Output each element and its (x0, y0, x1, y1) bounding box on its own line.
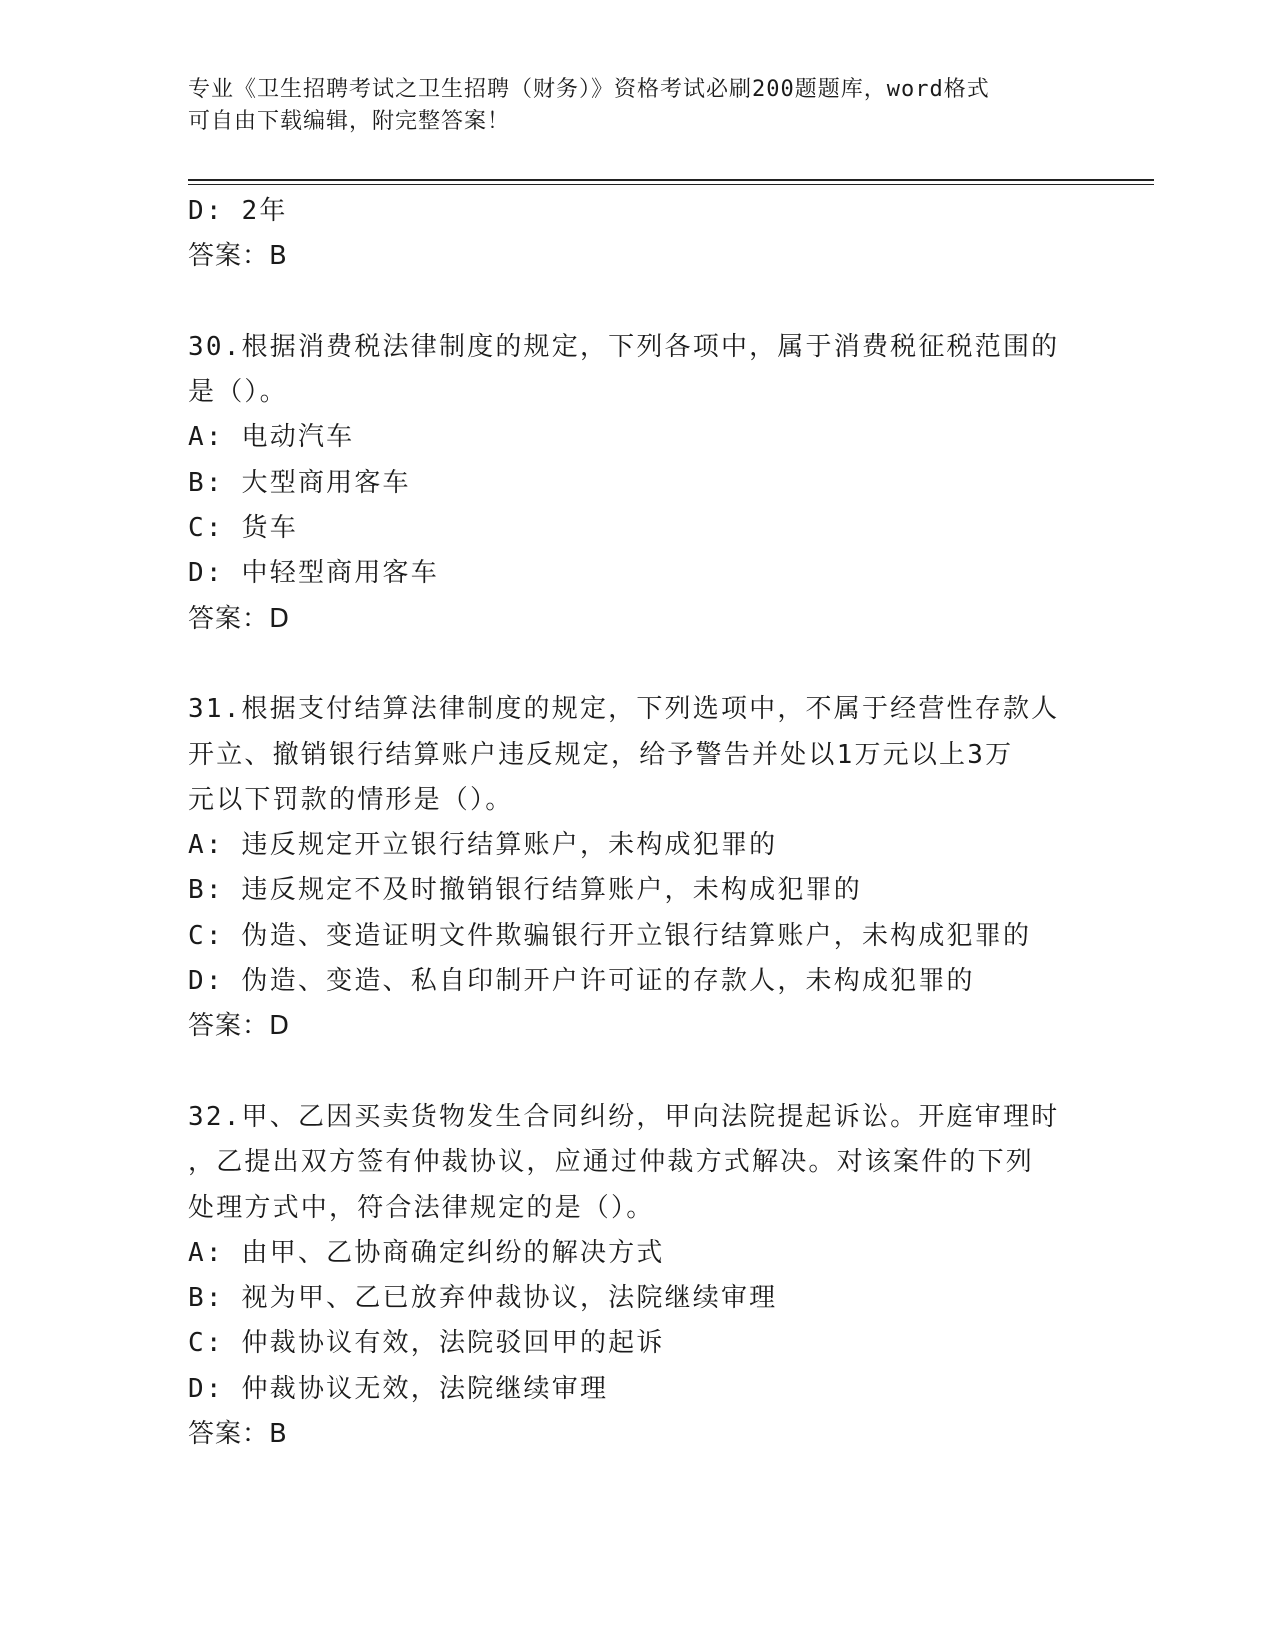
carryover-option-d: D: 2年 (188, 196, 288, 226)
question-31 (188, 687, 1088, 1049)
question-32-option-a: A: 由甲、乙协商确定纠纷的解决方式 (188, 1237, 665, 1268)
question-32-line-3: 处理方式中，符合法律规定的是（）。 (188, 1192, 655, 1223)
spacer (188, 280, 1088, 325)
spacer (188, 642, 1088, 687)
header-title-line-1: 专业《卫生招聘考试之卫生招聘（财务）》资格考试必刷200题题库，word格式 (188, 77, 990, 102)
page-header (188, 74, 1088, 138)
question-30-line-2: 是（）。 (188, 377, 288, 408)
question-31-option-c: C: 伪造、变造证明文件欺骗银行开立银行结算账户，未构成犯罪的 (188, 920, 1032, 951)
question-30-line-1: 30.根据消费税法律制度的规定，下列各项中，属于消费税征税范围的 (188, 331, 1060, 362)
header-rule-thin (188, 184, 1154, 185)
question-32-option-d: D: 仲裁协议无效，法院继续审理 (188, 1373, 609, 1404)
spacer (188, 1050, 1088, 1095)
header-title-line-2: 可自由下载编辑，附完整答案！ (188, 109, 511, 134)
question-32-answer: 答案：B (188, 1419, 288, 1450)
question-31-option-a: A: 违反规定开立银行结算账户，未构成犯罪的 (188, 830, 778, 861)
question-32 (188, 1095, 1088, 1457)
question-content (188, 189, 1088, 1457)
question-30-option-c: C: 货车 (188, 513, 298, 544)
question-31-answer: 答案：D (188, 1011, 291, 1042)
question-32-line-2: ，乙提出双方签有仲裁协议，应通过仲裁方式解决。对该案件的下列 (188, 1147, 1035, 1178)
carryover-answer: 答案：B (188, 241, 288, 272)
question-32-option-b: B: 视为甲、乙已放弃仲裁协议，法院继续审理 (188, 1283, 778, 1314)
question-31-line-1: 31.根据支付结算法律制度的规定，下列选项中，不属于经营性存款人 (188, 694, 1060, 725)
question-30-answer: 答案：D (188, 603, 291, 634)
question-31-option-d: D: 伪造、变造、私自印制开户许可证的存款人，未构成犯罪的 (188, 966, 975, 997)
question-31-line-2: 开立、撤销银行结算账户违反规定，给予警告并处以1万元以上3万 (188, 739, 1014, 770)
question-32-option-c: C: 仲裁协议有效，法院驳回甲的起诉 (188, 1328, 665, 1359)
question-30 (188, 325, 1088, 642)
question-30-option-b: B: 大型商用客车 (188, 467, 411, 498)
question-32-line-1: 32.甲、乙因买卖货物发生合同纠纷，甲向法院提起诉讼。开庭审理时 (188, 1101, 1060, 1132)
header-rule-thick (188, 179, 1154, 181)
question-30-option-d: D: 中轻型商用客车 (188, 558, 439, 589)
question-31-option-b: B: 违反规定不及时撤销银行结算账户，未构成犯罪的 (188, 875, 862, 906)
question-30-option-a: A: 电动汽车 (188, 422, 355, 453)
question-31-line-3: 元以下罚款的情形是（）。 (188, 784, 514, 815)
